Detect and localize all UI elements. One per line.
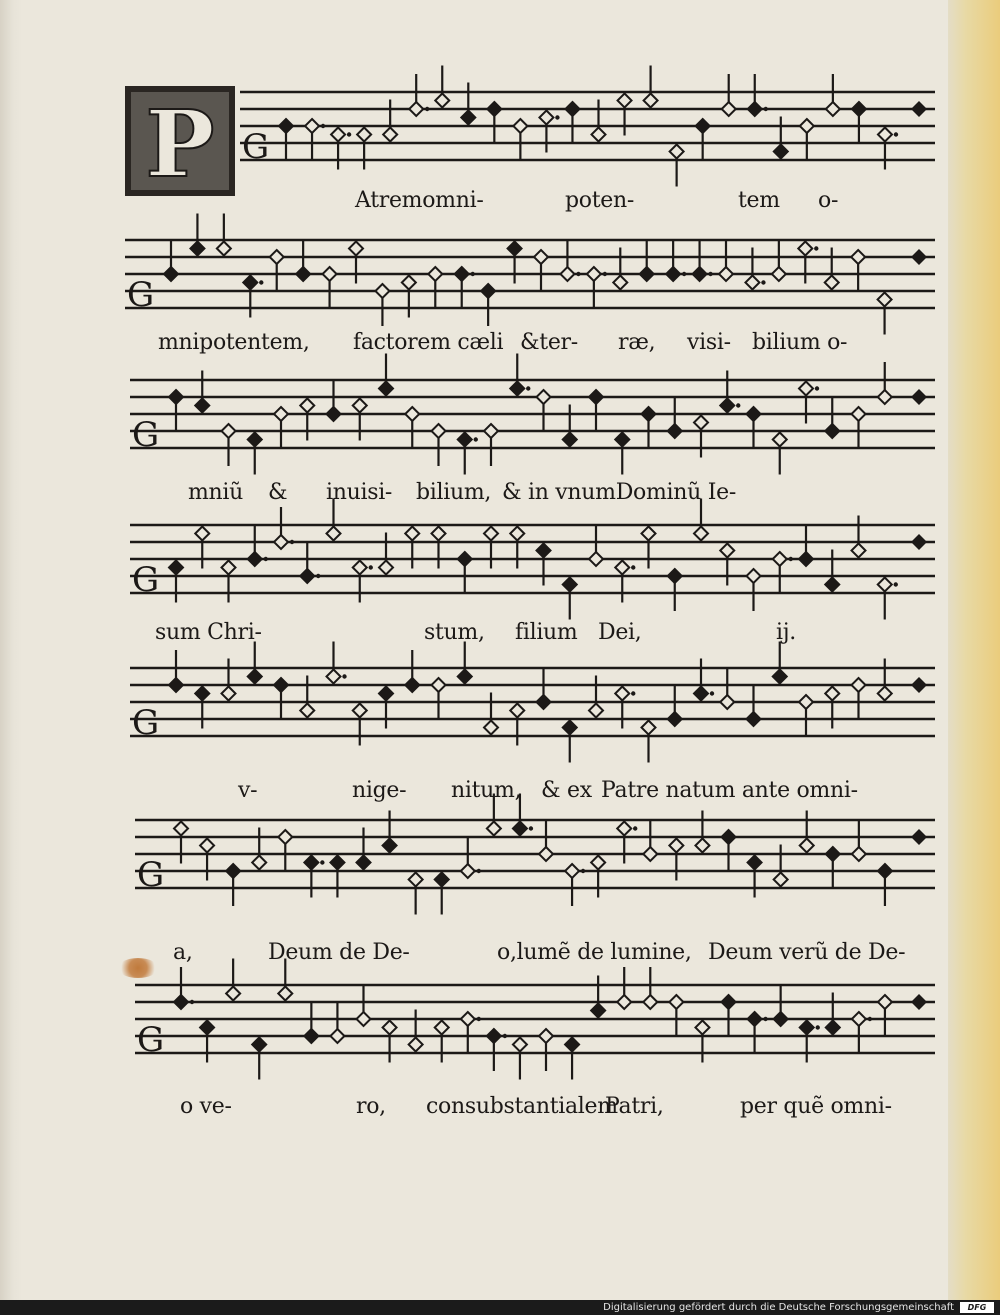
note-head [435, 1021, 449, 1035]
note-head [720, 695, 734, 709]
note-head [458, 670, 472, 684]
note-head [799, 382, 813, 396]
lyric-6-3: o,lumẽ de lumine, [497, 940, 692, 965]
note-head [190, 242, 204, 256]
note-head [305, 119, 319, 133]
note-dot [320, 860, 324, 864]
note-head [513, 1038, 527, 1052]
note-head [487, 102, 501, 116]
note-head [222, 687, 236, 701]
note-head [799, 695, 813, 709]
note-head [164, 267, 178, 281]
note-head [748, 102, 762, 116]
note-head [487, 822, 501, 836]
note-head [852, 847, 866, 861]
note-head [748, 856, 762, 870]
note-head [279, 119, 293, 133]
note-dot [633, 826, 637, 830]
note-dot [471, 272, 475, 276]
note-head [226, 864, 240, 878]
note-head [694, 687, 708, 701]
note-head [878, 293, 892, 307]
note-dot [425, 107, 429, 111]
note-dot [477, 1017, 481, 1021]
note-head [825, 424, 839, 438]
note-head [383, 1021, 397, 1035]
note-head [799, 552, 813, 566]
note-head [852, 1012, 866, 1026]
lyric-2-4: ræ, [618, 330, 656, 355]
lyric-7-4: Patri, [605, 1094, 664, 1119]
lyric-5-5: Patre natum ante omni- [601, 778, 858, 803]
note-head [195, 687, 209, 701]
note-head [278, 987, 292, 1001]
note-head [435, 94, 449, 108]
note-head [668, 712, 682, 726]
note-dot [369, 565, 373, 569]
note-dot [259, 280, 263, 284]
note-dot [868, 1017, 872, 1021]
note-head [720, 399, 734, 413]
note-head [747, 569, 761, 583]
clef-glyph: G [127, 275, 155, 315]
note-head [773, 670, 787, 684]
note-head [383, 128, 397, 142]
lyric-3-1: mniũ [188, 480, 244, 505]
note-dot [708, 272, 712, 276]
custos-mark [911, 829, 927, 845]
note-dot [603, 272, 607, 276]
note-head [296, 267, 310, 281]
note-head [695, 1021, 709, 1035]
note-head [747, 712, 761, 726]
note-head [851, 250, 865, 264]
note-head [587, 267, 601, 281]
note-head [563, 721, 577, 735]
note-head [195, 399, 209, 413]
note-head [774, 145, 788, 159]
note-head [878, 128, 892, 142]
note-head [357, 128, 371, 142]
note-head [640, 267, 654, 281]
lyric-6-1: a, [173, 940, 193, 965]
note-head [878, 864, 892, 878]
note-head [278, 830, 292, 844]
note-head [693, 267, 707, 281]
note-head [353, 399, 367, 413]
note-head [461, 111, 475, 125]
note-head [353, 561, 367, 575]
note-head [539, 1029, 553, 1043]
note-head [696, 119, 710, 133]
lyric-1-1: Atremomni- [355, 188, 484, 213]
note-head [745, 276, 759, 290]
note-head [563, 578, 577, 592]
note-head [800, 119, 814, 133]
note-dot [761, 280, 765, 284]
note-head [695, 839, 709, 853]
note-head [300, 569, 314, 583]
note-head [773, 552, 787, 566]
note-head [826, 847, 840, 861]
note-head [800, 1021, 814, 1035]
note-dot [581, 869, 585, 873]
note-head [432, 424, 446, 438]
note-dot [347, 132, 351, 136]
lyric-3-3: inuisi- [326, 480, 393, 505]
lyric-7-1: o ve- [180, 1094, 232, 1119]
note-head [379, 561, 393, 575]
note-head [484, 527, 498, 541]
note-dot [631, 691, 635, 695]
note-head [592, 128, 606, 142]
note-head [774, 873, 788, 887]
note-head [461, 1012, 475, 1026]
lyric-5-2: nige- [352, 778, 407, 803]
note-head [852, 544, 866, 558]
note-head [537, 695, 551, 709]
note-head [720, 544, 734, 558]
note-head [327, 527, 341, 541]
note-head [878, 578, 892, 592]
note-head [331, 128, 345, 142]
note-head [560, 267, 574, 281]
note-dot [190, 1000, 194, 1004]
note-head [513, 119, 527, 133]
note-head [563, 433, 577, 447]
custos-mark [911, 534, 927, 550]
note-head [719, 267, 733, 281]
lyric-2-3: &ter- [520, 330, 578, 355]
note-head [200, 839, 214, 853]
note-head [248, 433, 262, 447]
clef-glyph: G [137, 1020, 165, 1060]
note-head [510, 704, 524, 718]
note-head [174, 822, 188, 836]
note-head [169, 561, 183, 575]
note-dot [290, 540, 294, 544]
note-dot [631, 565, 635, 569]
note-head [670, 145, 684, 159]
note-head [409, 1038, 423, 1052]
note-head [405, 407, 419, 421]
lyric-4-1: sum Chri- [155, 620, 262, 645]
note-head [773, 433, 787, 447]
clef-glyph: G [132, 703, 160, 743]
note-head [852, 407, 866, 421]
note-head [643, 847, 657, 861]
note-head [195, 527, 209, 541]
note-dot [576, 272, 580, 276]
note-head [694, 416, 708, 430]
note-dot [736, 403, 740, 407]
footer-bar [0, 1300, 1000, 1315]
note-head [375, 284, 389, 298]
note-head [615, 561, 629, 575]
note-head [383, 839, 397, 853]
note-head [825, 276, 839, 290]
note-head [589, 552, 603, 566]
lyric-6-2: Deum de De- [268, 940, 410, 965]
note-head [591, 1004, 605, 1018]
note-head [270, 250, 284, 264]
note-dot [894, 132, 898, 136]
note-head [252, 1038, 266, 1052]
note-dot [264, 557, 268, 561]
note-head [455, 267, 469, 281]
lyric-6-4: Deum verũ de De- [708, 940, 906, 965]
note-head [330, 1029, 344, 1043]
note-head [537, 390, 551, 404]
note-head [435, 873, 449, 887]
custos-mark [911, 994, 927, 1010]
note-head [402, 276, 416, 290]
note-head [323, 267, 337, 281]
note-head [274, 535, 288, 549]
note-head [222, 561, 236, 575]
custos-mark [911, 389, 927, 405]
note-head [825, 687, 839, 701]
note-head [618, 94, 632, 108]
note-dot [894, 582, 898, 586]
note-head [722, 995, 736, 1009]
note-head [615, 433, 629, 447]
note-head [644, 94, 658, 108]
note-head [589, 704, 603, 718]
note-head [248, 670, 262, 684]
note-head [825, 578, 839, 592]
custos-mark [911, 249, 927, 265]
note-head [772, 267, 786, 281]
note-head [878, 995, 892, 1009]
note-head [405, 678, 419, 692]
note-dot [342, 674, 346, 678]
initial-letter: P [145, 90, 215, 198]
note-head [484, 424, 498, 438]
note-head [798, 242, 812, 256]
note-head [694, 527, 708, 541]
lyric-5-3: nitum, [451, 778, 522, 803]
note-head [409, 873, 423, 887]
note-head [349, 242, 363, 256]
note-head [666, 267, 680, 281]
note-head [327, 407, 341, 421]
lyric-3-4: bilium, [416, 480, 492, 505]
lyric-2-2: factorem cæli [353, 330, 504, 355]
note-head [539, 111, 553, 125]
note-head [643, 995, 657, 1009]
lyric-1-2: poten- [565, 188, 634, 213]
note-head [878, 687, 892, 701]
note-head [510, 527, 524, 541]
note-head [510, 382, 524, 396]
note-head [615, 687, 629, 701]
note-head [508, 242, 522, 256]
note-dot [474, 437, 478, 441]
note-head [668, 569, 682, 583]
note-head [747, 407, 761, 421]
note-head [432, 678, 446, 692]
note-head [461, 864, 475, 878]
note-head [274, 407, 288, 421]
note-head [174, 995, 188, 1009]
lyric-2-1: mnipotentem, [158, 330, 310, 355]
note-head [252, 856, 266, 870]
note-dot [682, 272, 686, 276]
lyric-4-3: filium [515, 620, 578, 645]
note-head [642, 527, 656, 541]
note-head [432, 527, 446, 541]
note-head [591, 856, 605, 870]
note-head [774, 1012, 788, 1026]
note-head [565, 1038, 579, 1052]
note-head [668, 424, 682, 438]
lyric-2-5: visi- [687, 330, 731, 355]
note-head [722, 102, 736, 116]
note-head [200, 1021, 214, 1035]
clef-glyph: G [242, 127, 270, 167]
lyric-1-4: o- [818, 188, 839, 213]
note-head [330, 856, 344, 870]
note-head [379, 687, 393, 701]
note-dot [316, 574, 320, 578]
clef-glyph: G [132, 415, 160, 455]
note-head [169, 390, 183, 404]
note-head [357, 1012, 371, 1026]
note-head [409, 102, 423, 116]
note-head [243, 276, 257, 290]
note-head [304, 1029, 318, 1043]
note-head [565, 864, 579, 878]
lyric-1-3: tem [738, 188, 780, 213]
note-head [539, 847, 553, 861]
note-head [226, 987, 240, 1001]
note-head [484, 721, 498, 735]
note-dot [477, 869, 481, 873]
note-head [669, 995, 683, 1009]
note-head [589, 390, 603, 404]
note-head [458, 433, 472, 447]
note-head [248, 552, 262, 566]
custos-mark [911, 101, 927, 117]
note-head [428, 267, 442, 281]
note-dot [789, 557, 793, 561]
note-dot [526, 386, 530, 390]
lyric-4-2: stum, [424, 620, 485, 645]
dfg-logo: DFG [960, 1302, 994, 1313]
note-dot [763, 1017, 767, 1021]
lyric-2-6: bilium o- [752, 330, 848, 355]
note-head [534, 250, 548, 264]
note-head [327, 670, 341, 684]
lyric-7-5: per quẽ omni- [740, 1094, 892, 1119]
note-dot [321, 124, 325, 128]
note-head [642, 721, 656, 735]
note-dot [814, 246, 818, 250]
lyric-7-2: ro, [356, 1094, 386, 1119]
clef-glyph: G [137, 855, 165, 895]
note-head [537, 544, 551, 558]
note-head [613, 276, 627, 290]
note-dot [764, 107, 768, 111]
lyric-5-4: & ex [541, 778, 592, 803]
note-head [353, 704, 367, 718]
note-head [222, 424, 236, 438]
lyric-3-5: & in vnumDominũ Ie- [502, 480, 736, 505]
note-dot [815, 386, 819, 390]
note-head [852, 678, 866, 692]
note-head [826, 1021, 840, 1035]
note-head [458, 552, 472, 566]
custos-mark [911, 677, 927, 693]
note-dot [529, 826, 533, 830]
note-head [169, 678, 183, 692]
note-head [405, 527, 419, 541]
lyric-5-1: v- [238, 778, 258, 803]
note-head [852, 102, 866, 116]
note-dot [710, 691, 714, 695]
note-head [617, 822, 631, 836]
note-head [304, 856, 318, 870]
note-head [826, 102, 840, 116]
note-head [878, 390, 892, 404]
note-head [274, 678, 288, 692]
note-dot [503, 1034, 507, 1038]
note-head [487, 1029, 501, 1043]
note-head [748, 1012, 762, 1026]
note-head [617, 995, 631, 1009]
note-head [379, 382, 393, 396]
note-head [722, 830, 736, 844]
note-head [800, 839, 814, 853]
note-head [481, 284, 495, 298]
funding-credit: Digitalisierung gefördert durch die Deutsche Forschungsgemeinschaft [603, 1302, 954, 1313]
lyric-7-3: consubstantialem [426, 1094, 618, 1119]
note-dot [555, 115, 559, 119]
note-head [300, 399, 314, 413]
note-head [565, 102, 579, 116]
note-head [513, 822, 527, 836]
note-head [357, 856, 371, 870]
lyric-4-5: ij. [776, 620, 796, 645]
lyric-3-2: & [268, 480, 288, 505]
lyric-4-4: Dei, [598, 620, 642, 645]
note-head [642, 407, 656, 421]
clef-glyph: G [132, 560, 160, 600]
note-head [669, 839, 683, 853]
note-head [217, 242, 231, 256]
note-head [300, 704, 314, 718]
note-dot [816, 1025, 820, 1029]
